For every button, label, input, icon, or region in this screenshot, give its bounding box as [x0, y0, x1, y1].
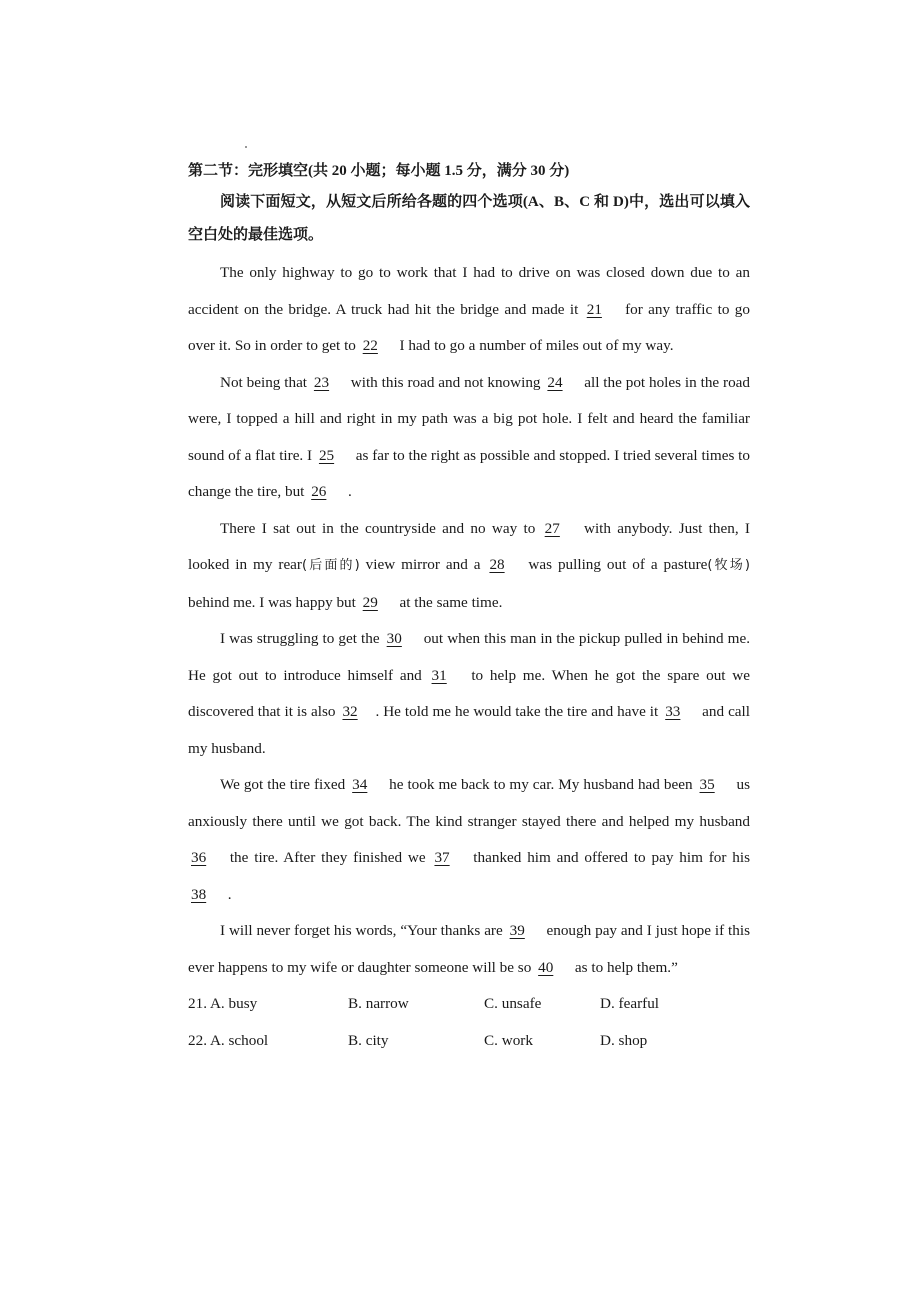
passage-text: with this road and not knowing	[346, 373, 545, 391]
passage-paragraph-4	[188, 621, 750, 767]
blank-27: 27	[544, 519, 560, 537]
passage-text: all the pot holes in the road were, I topped a hill and right in my path was a big pot hole. I felt and heard the familiar sound of a flat tire. I	[188, 373, 751, 464]
question-21-options	[188, 986, 750, 1023]
passage-paragraph-6	[188, 913, 750, 986]
passage-text: I will never forget his words, “Your thanks are	[220, 922, 507, 939]
passage-text: us anxiously there until we got back. The kind stranger stayed there and helped my husband	[188, 776, 750, 830]
blank-25: 25	[318, 446, 335, 464]
passage-text: the tire. After they finished we	[224, 849, 432, 866]
passage-text: with anybody. Just then, I looked in my rear	[188, 519, 750, 573]
blank-23: 23	[313, 373, 330, 391]
passage-text: thanked him and offered to pay him for his	[467, 849, 750, 866]
passage-text: at the same time.	[395, 593, 503, 611]
blank-33: 33	[665, 703, 681, 720]
blank-40: 40	[538, 958, 554, 976]
passage-paragraph-3	[188, 511, 750, 622]
passage-paragraph-1	[188, 255, 750, 365]
passage-text: out when this man in the pickup pulled in behind me. He got out to introduce himself and	[188, 630, 750, 684]
passage-text: for any traffic to go over it. So in order to get to	[188, 300, 750, 354]
option-d: D. fearful	[600, 995, 660, 1012]
option-b: B. city	[348, 1032, 389, 1049]
passage-text: as far to the right as possible and stopped. I tried several times to change the tire, but	[188, 446, 750, 500]
passage-text: view mirror and a	[359, 556, 487, 573]
blank-29: 29	[362, 593, 378, 611]
blank-30: 30	[386, 630, 402, 647]
option-a: 22. A. school	[188, 1032, 269, 1049]
passage-text: as to help them.”	[571, 958, 678, 976]
option-d: D. shop	[600, 1032, 648, 1049]
passage-text: and call my husband.	[188, 703, 750, 757]
question-22-options	[188, 1023, 750, 1060]
blank-35: 35	[699, 776, 715, 793]
passage-text: he took me back to my car. My husband had been	[385, 776, 697, 793]
option-b: B. narrow	[348, 995, 409, 1012]
passage-text: .	[344, 483, 352, 500]
passage-text: I had to go a number of miles out of my way.	[395, 337, 674, 354]
passage-text: was pulling out of a pasture	[522, 556, 708, 573]
passage-text: behind me. I was happy but	[188, 593, 360, 611]
answer-options	[188, 986, 750, 1060]
exam-page	[188, 156, 750, 1060]
scan-speck	[245, 146, 247, 148]
passage-text: There I sat out in the countryside and no way to	[220, 519, 542, 537]
option-a: 21. A. busy	[188, 995, 258, 1012]
blank-32: 32	[342, 703, 358, 720]
blank-38: 38	[191, 885, 207, 903]
passage-text: I was struggling to get the	[220, 630, 384, 647]
passage-text: enough pay and I just hope if this ever happens to my wife or daughter someone will be so	[188, 922, 751, 976]
blank-34: 34	[352, 776, 368, 793]
passage-text: Not being that	[220, 373, 311, 391]
blank-39: 39	[509, 922, 525, 939]
blank-31: 31	[431, 666, 447, 684]
blank-36: 36	[191, 849, 207, 866]
passage-paragraph-2	[188, 365, 750, 511]
passage-text: to help me. When he got the spare out we discovered that it is also	[188, 666, 750, 720]
passage-text: . He told me he would take the tire and have it	[375, 703, 663, 720]
blank-28: 28	[489, 556, 505, 573]
passage-paragraph-5	[188, 767, 750, 913]
option-c: C. unsafe	[484, 995, 542, 1012]
blank-24: 24	[547, 373, 563, 391]
blank-22: 22	[362, 337, 378, 354]
passage-text: We got the tire fixed	[220, 776, 350, 793]
passage-text: .	[224, 885, 232, 903]
chinese-gloss: (牧场)	[707, 558, 750, 573]
blank-37: 37	[434, 849, 450, 866]
passage-text: The only highway to go to work that I had to drive on was closed down due to an accident on the bridge. A truck had hit the bridge and made it	[188, 264, 750, 318]
blank-21: 21	[586, 300, 602, 318]
section-heading: 第二节：完形填空(共 20 小题；每小题 1.5 分，满分 30 分)	[188, 163, 570, 179]
chinese-gloss: (后面的)	[301, 558, 360, 573]
blank-26: 26	[311, 483, 327, 500]
section-instructions: 阅读下面短文，从短文后所给各题的四个选项(A、B、C 和 D)中，选出可以填入空白处的最佳选项。	[188, 194, 750, 243]
option-c: C. work	[484, 1032, 533, 1049]
